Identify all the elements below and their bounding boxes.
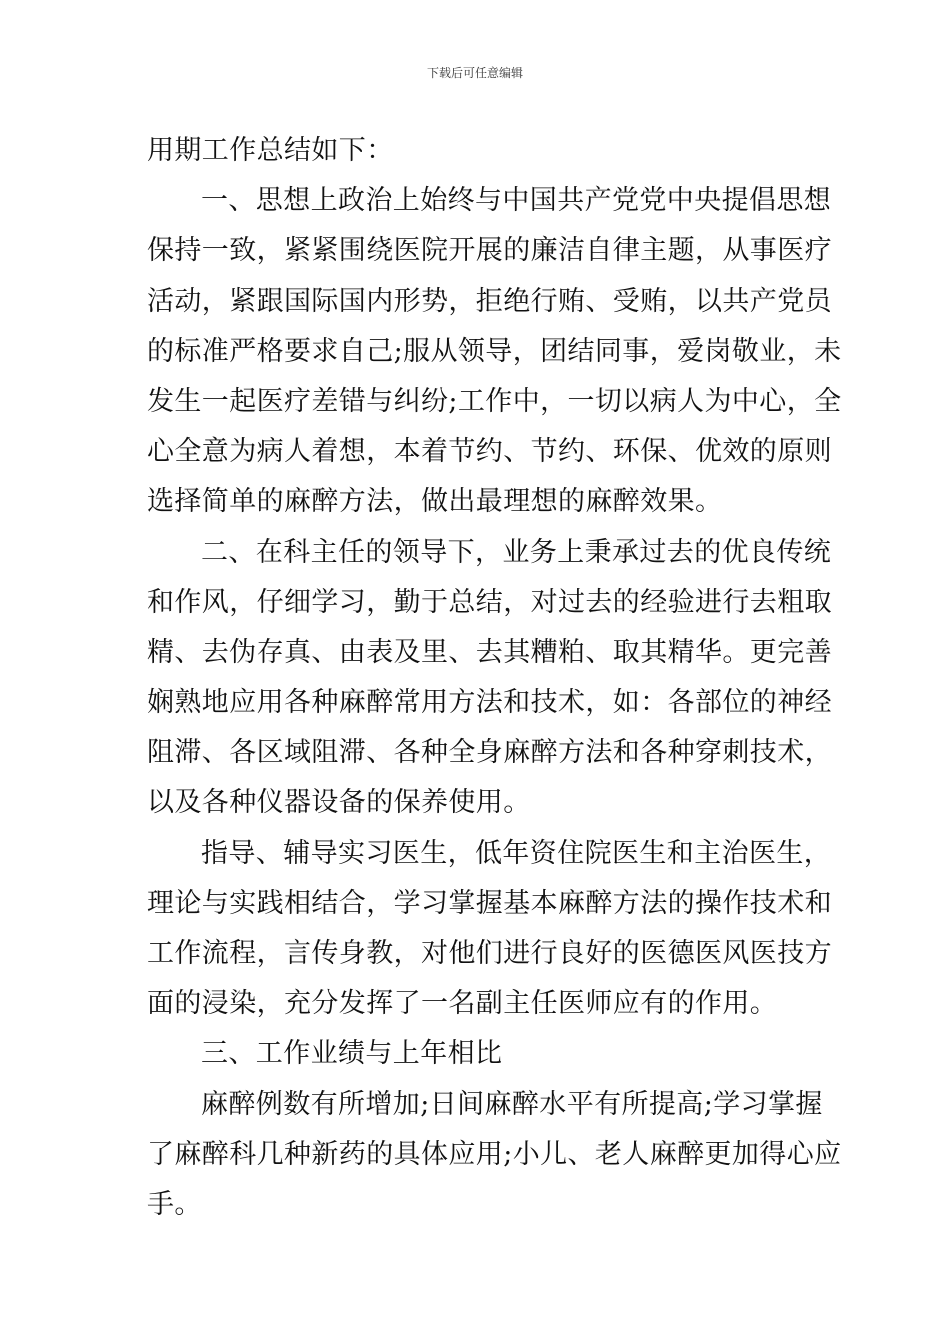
- text-line: 二、在科主任的领导下，业务上秉承过去的优良传统: [201, 536, 832, 568]
- text-line: 麻醉例数有所增加;日间麻醉水平有所提高;学习掌握: [201, 1088, 823, 1120]
- text-line: 精、去伪存真、由表及里、去其糟粕、取其精华。更完善: [147, 636, 832, 668]
- text-line: 面的浸染，充分发挥了一名副主任医师应有的作用。: [147, 988, 778, 1020]
- text-line: 一、思想上政治上始终与中国共产党党中央提倡思想: [201, 185, 832, 217]
- text-line: 活动，紧跟国际国内形势，拒绝行贿、受贿，以共产党员: [147, 285, 832, 317]
- document-body: [147, 126, 842, 1230]
- text-line: 三、工作业绩与上年相比: [201, 1038, 503, 1070]
- text-line: 阻滞、各区域阻滞、各种全身麻醉方法和各种穿刺技术，: [147, 737, 832, 769]
- text-line: 以及各种仪器设备的保养使用。: [147, 787, 531, 819]
- text-line: 指导、辅导实习医生，低年资住院医生和主治医生，: [201, 837, 832, 869]
- text-line: 发生一起医疗差错与纠纷;工作中，一切以病人为中心，全: [147, 385, 842, 417]
- text-line: 选择简单的麻醉方法，做出最理想的麻醉效果。: [147, 486, 723, 518]
- text-line: 保持一致，紧紧围绕医院开展的廉洁自律主题，从事医疗: [147, 235, 832, 267]
- text-line: 理论与实践相结合，学习掌握基本麻醉方法的操作技术和: [147, 887, 832, 919]
- text-line: 娴熟地应用各种麻醉常用方法和技术，如：各部位的神经: [147, 687, 832, 719]
- text-line: 手。: [147, 1188, 202, 1220]
- text-line: 和作风，仔细学习，勤于总结，对过去的经验进行去粗取: [147, 586, 832, 618]
- text-line: 心全意为病人着想，本着节约、节约、环保、优效的原则: [147, 436, 832, 468]
- text-line: 了麻醉科几种新药的具体应用;小儿、老人麻醉更加得心应: [147, 1138, 842, 1170]
- page-header-note: 下载后可任意编辑: [426, 66, 523, 80]
- text-line: 的标准严格要求自己;服从领导，团结同事，爱岗敬业，未: [147, 335, 842, 367]
- text-line: 工作流程，言传身教，对他们进行良好的医德医风医技方: [147, 938, 832, 969]
- text-line: 用期工作总结如下：: [147, 135, 394, 166]
